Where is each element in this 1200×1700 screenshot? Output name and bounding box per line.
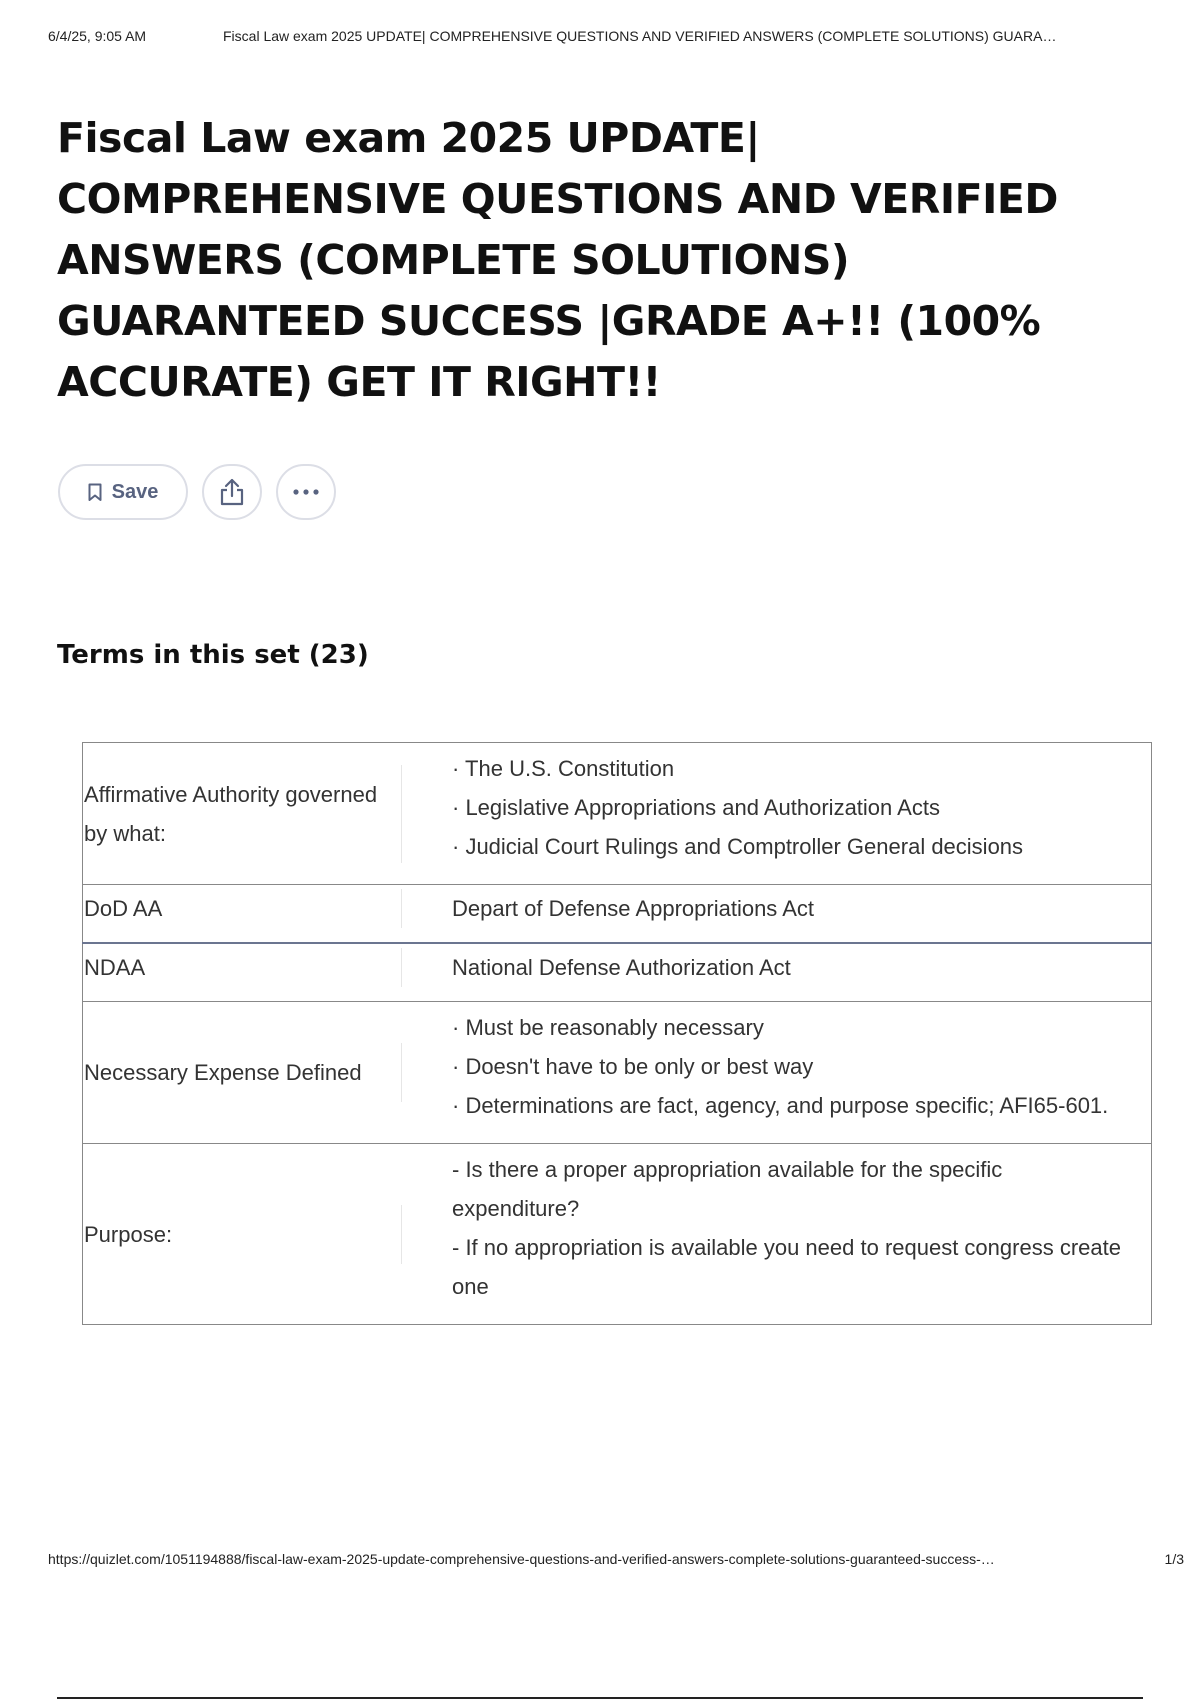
definition-line: · The U.S. Constitution bbox=[452, 756, 675, 781]
page-title: Fiscal Law exam 2025 UPDATE| COMPREHENSIVE QUESTIONS AND VERIFIED ANSWERS (COMPLETE SOLUTIONS) GUARANTEED SUCCESS |GRADE A+!! (100% ACCURATE) GET IT RIGHT!! bbox=[57, 114, 1058, 406]
terms-table bbox=[82, 742, 1152, 1325]
definition-line: · Legislative Appropriations and Authorization Acts bbox=[452, 795, 940, 820]
term-row bbox=[83, 885, 1152, 944]
term-row bbox=[83, 943, 1152, 1002]
term-text: Necessary Expense Defined bbox=[84, 1043, 402, 1102]
definition-line: · Determinations are fact, agency, and purpose specific; AFI65-601. bbox=[452, 1093, 1109, 1118]
more-horizontal-icon bbox=[292, 488, 320, 496]
share-icon bbox=[219, 477, 245, 507]
definition-line: National Defense Authorization Act bbox=[452, 955, 791, 980]
save-button-label: Save bbox=[111, 480, 159, 503]
print-header bbox=[48, 28, 1180, 44]
print-footer bbox=[48, 1551, 1184, 1567]
definition-cell bbox=[402, 943, 1152, 1002]
bookmark-icon bbox=[88, 483, 102, 502]
page-number: 1/3 bbox=[1164, 1551, 1184, 1567]
definition-line: - If no appropriation is available you need to request congress create one bbox=[452, 1235, 1121, 1299]
definition-line: · Doesn't have to be only or best way bbox=[452, 1054, 814, 1079]
definition-line: · Judicial Court Rulings and Comptroller General decisions bbox=[452, 834, 1024, 859]
term-text: NDAA bbox=[84, 948, 402, 987]
definition-cell bbox=[402, 743, 1152, 885]
print-doc-title: Fiscal Law exam 2025 UPDATE| COMPREHENSIVE QUESTIONS AND VERIFIED ANSWERS (COMPLETE SOLUTIONS) GUARA… bbox=[223, 28, 1057, 44]
term-text: Affirmative Authority governed by what: bbox=[84, 765, 402, 863]
term-row bbox=[83, 1002, 1152, 1144]
save-button[interactable] bbox=[58, 464, 188, 520]
definition-cell bbox=[402, 1002, 1152, 1144]
term-text: Purpose: bbox=[84, 1205, 402, 1264]
print-datetime: 6/4/25, 9:05 AM bbox=[48, 28, 147, 44]
page-url: https://quizlet.com/1051194888/fiscal-law-exam-2025-update-comprehensive-questions-and-verified-answers-complete-solutions-guaranteed-success-… bbox=[48, 1551, 995, 1567]
definition-cell bbox=[402, 885, 1152, 944]
action-bar bbox=[58, 464, 336, 524]
share-button[interactable] bbox=[202, 464, 262, 520]
definition-line: Depart of Defense Appropriations Act bbox=[452, 896, 814, 921]
terms-heading: Terms in this set (23) bbox=[57, 640, 369, 670]
definition-line: - Is there a proper appropriation available for the specific expenditure? bbox=[452, 1157, 1003, 1221]
term-row bbox=[83, 1144, 1152, 1325]
page-divider bbox=[57, 1697, 1143, 1699]
definition-line: · Must be reasonably necessary bbox=[452, 1015, 764, 1040]
more-options-button[interactable] bbox=[276, 464, 336, 520]
definition-cell bbox=[402, 1144, 1152, 1325]
term-row bbox=[83, 743, 1152, 885]
term-text: DoD AA bbox=[84, 889, 402, 928]
